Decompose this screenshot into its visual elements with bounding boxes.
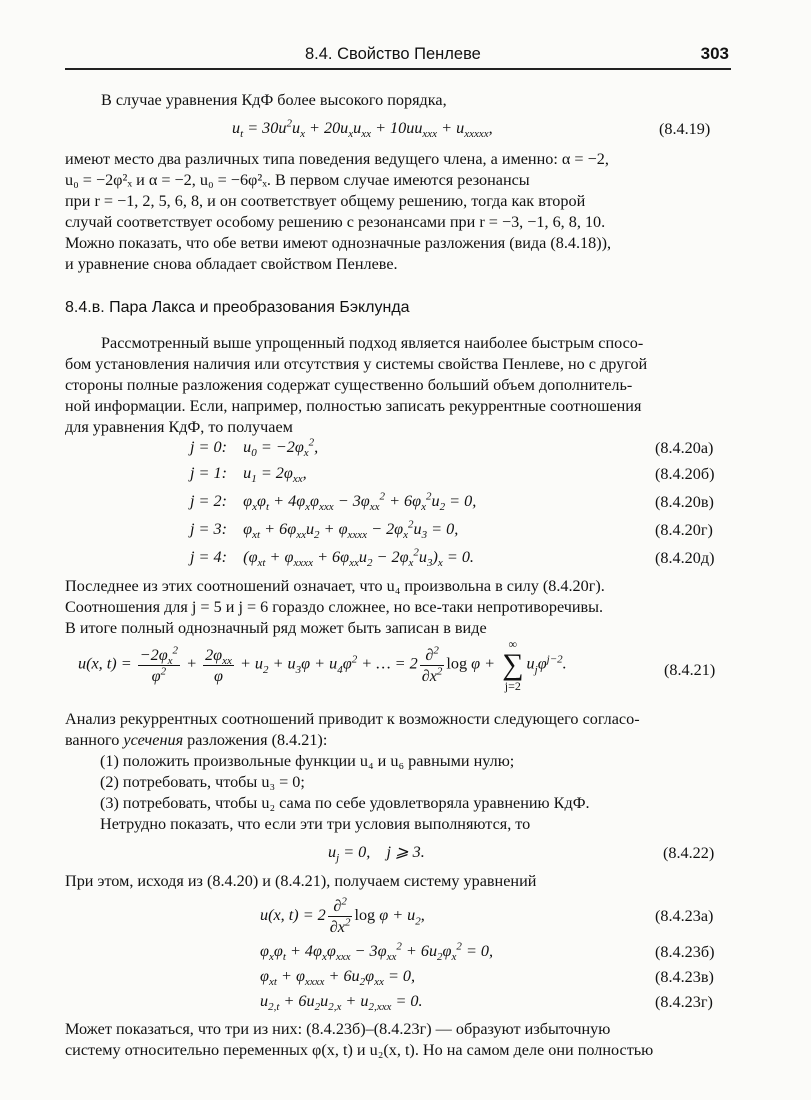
text-line: и уравнение снова обладает свойством Пенлеве. <box>65 255 398 273</box>
equation-8-4-20c: j = 2: $\varphi_x\varphi_t + 4\varphi_x\varphi_{xxx} - 3\varphi_{xx}^2 + 6\varphi_x^2u_2 = 0$, <box>190 490 477 514</box>
text-line <box>65 730 726 751</box>
equation-label: (8.4.19) <box>659 120 711 138</box>
text-fragment: разложения (8.4.21): <box>187 731 328 749</box>
paragraph-4 <box>65 576 726 639</box>
equation-label: (8.4.23б) <box>655 943 715 961</box>
page-header <box>65 44 731 70</box>
equation-label: (8.4.23г) <box>655 993 713 1011</box>
text-line: Соотношения для j = 5 и j = 6 гораздо сложнее, но все-таки непротиворечивы. <box>65 598 604 616</box>
text-fragment: ванного <box>65 731 120 749</box>
text-line: Рассмотренный выше упрощенный подход является наиболее быстрым спосо- <box>101 334 644 352</box>
equation-8-4-22: $u_j = 0$, j ⩾ 3. <box>328 843 425 865</box>
equation-8-4-20e: j = 4: $(\varphi_{xt} + \varphi_{xxxx} + 6\varphi_{xx}u_2 - 2\varphi_x^2u_3)_x = 0$. <box>190 546 474 570</box>
paragraph-7 <box>65 1019 726 1061</box>
equation-label: (8.4.21) <box>664 661 716 679</box>
text-line: Может показаться, что три из них: (8.4.23б)–(8.4.23г) — образуют избыточную <box>65 1020 611 1038</box>
equation-8-4-23d: $u_{2,t} + 6u_2u_{2,x} + u_{2,xxx} = 0$. <box>260 992 423 1014</box>
header-rule <box>65 68 731 70</box>
list-item: (2) потребовать, чтобы u₃ = 0; <box>100 773 305 791</box>
list-item: (1) положить произвольные функции u₄ и u₆ равными нулю; <box>100 752 515 770</box>
equation-label: (8.4.20а) <box>655 439 714 457</box>
text-line: для уравнения КдФ, то получаем <box>65 418 293 436</box>
text-line: ной информации. Если, например, полностью записать рекуррентные соотношения <box>65 397 642 415</box>
text-line: стороны полные разложения содержат существенно больший объем дополнитель- <box>65 376 633 394</box>
running-title: 8.4. Свойство Пенлеве <box>305 45 481 63</box>
text-line: случай соответствует особому решению с резонансами при r = −3, −1, 6, 8, 10. <box>65 213 606 231</box>
equation-label: (8.4.23в) <box>655 968 714 986</box>
equation-label: (8.4.20б) <box>655 465 715 483</box>
equation-label: (8.4.20г) <box>655 521 713 539</box>
list-item: (3) потребовать, чтобы u₂ сама по себе удовлетворяла уравнению КдФ. <box>100 794 590 812</box>
text-line: u₀ = −2φ²ₓ и α = −2, u₀ = −6φ²ₓ. В первом случае имеются резонансы <box>65 171 530 189</box>
text-line: при r = −1, 2, 5, 6, 8, и он соответствует общему решению, тогда как второй <box>65 192 586 210</box>
text-line: Можно показать, что обе ветви имеют однозначные разложения (вида (8.4.18)), <box>65 234 612 252</box>
text-line: имеют место два различных типа поведения ведущего члена, а именно: α = −2, <box>65 150 609 168</box>
equation-label: (8.4.20д) <box>655 549 715 567</box>
section-title: 8.4.в. Пара Лакса и преобразования Бэклунда <box>65 299 410 316</box>
text-line: Нетрудно показать, что если эти три условия выполняются, то <box>100 815 531 833</box>
text-line: В итоге полный однозначный ряд может быть записан в виде <box>65 619 487 637</box>
equation-8-4-19: $u_t = 30u^2u_x + 20u_xu_{xx} + 10uu_{xxx} + u_{xxxxx}$, <box>232 117 493 141</box>
paragraph-5 <box>65 709 726 751</box>
page-number: 303 <box>700 44 729 63</box>
text-line: бом установления наличия или отсутствия у системы свойства Пенлеве, но с другой <box>65 355 648 373</box>
equation-8-4-23c: $\varphi_{xt} + \varphi_{xxxx} + 6u_2\varphi_{xx} = 0$, <box>260 967 416 989</box>
paragraph-3 <box>65 333 726 438</box>
text-line: Последнее из этих соотношений означает, что u₄ произвольна в силу (8.4.20г). <box>65 577 605 595</box>
equation-8-4-20b: j = 1: $u_1 = 2\varphi_{xx}$, <box>190 464 307 486</box>
paragraph-intro: В случае уравнения КдФ более высокого порядка, <box>101 91 447 109</box>
equation-label: (8.4.23а) <box>655 907 714 925</box>
equation-label: (8.4.20в) <box>655 493 714 511</box>
equation-8-4-20d: j = 3: $\varphi_{xt} + 6\varphi_{xx}u_2 + \varphi_{xxxx} - 2\varphi_x^2u_3 = 0$, <box>190 518 459 542</box>
text-line: Анализ рекуррентных соотношений приводит к возможности следующего согласо- <box>65 710 640 728</box>
paragraph-2 <box>65 149 726 275</box>
equation-8-4-23b: $\varphi_x\varphi_t + 4\varphi_x\varphi_{xxx} - 3\varphi_{xx}^2 + 6u_2\varphi_x^2 = 0$, <box>260 940 494 964</box>
equation-8-4-21: u(x, t) = $\frac{-2\varphi_x^2}{\varphi^2}$ + $\frac{2\varphi_{xx}}{\varphi}$ + $u_2 + u_3\varphi + u_4\varphi^2$ + … = 2 $\frac{\partial^2}{\partial x^2}$ log φ + ∞ ∑ j=2 $u_j\varphi^{j-2}$. <box>78 637 567 693</box>
equation-8-4-20a: j = 0: $u_0 = -2\varphi_x^2$, <box>190 436 319 460</box>
equation-label: (8.4.22) <box>663 844 715 862</box>
paragraph-6: При этом, исходя из (8.4.20) и (8.4.21), получаем систему уравнений <box>65 872 537 890</box>
text-line: систему относительно переменных φ(x, t) и u₂(x, t). Но на самом деле они полностью <box>65 1041 654 1059</box>
emphasis-term: усечения <box>123 731 184 749</box>
equation-8-4-23a: u(x, t) = 2 $\frac{\partial^2}{\partial x^2}$ $\log \varphi + u_2$, <box>260 895 425 936</box>
